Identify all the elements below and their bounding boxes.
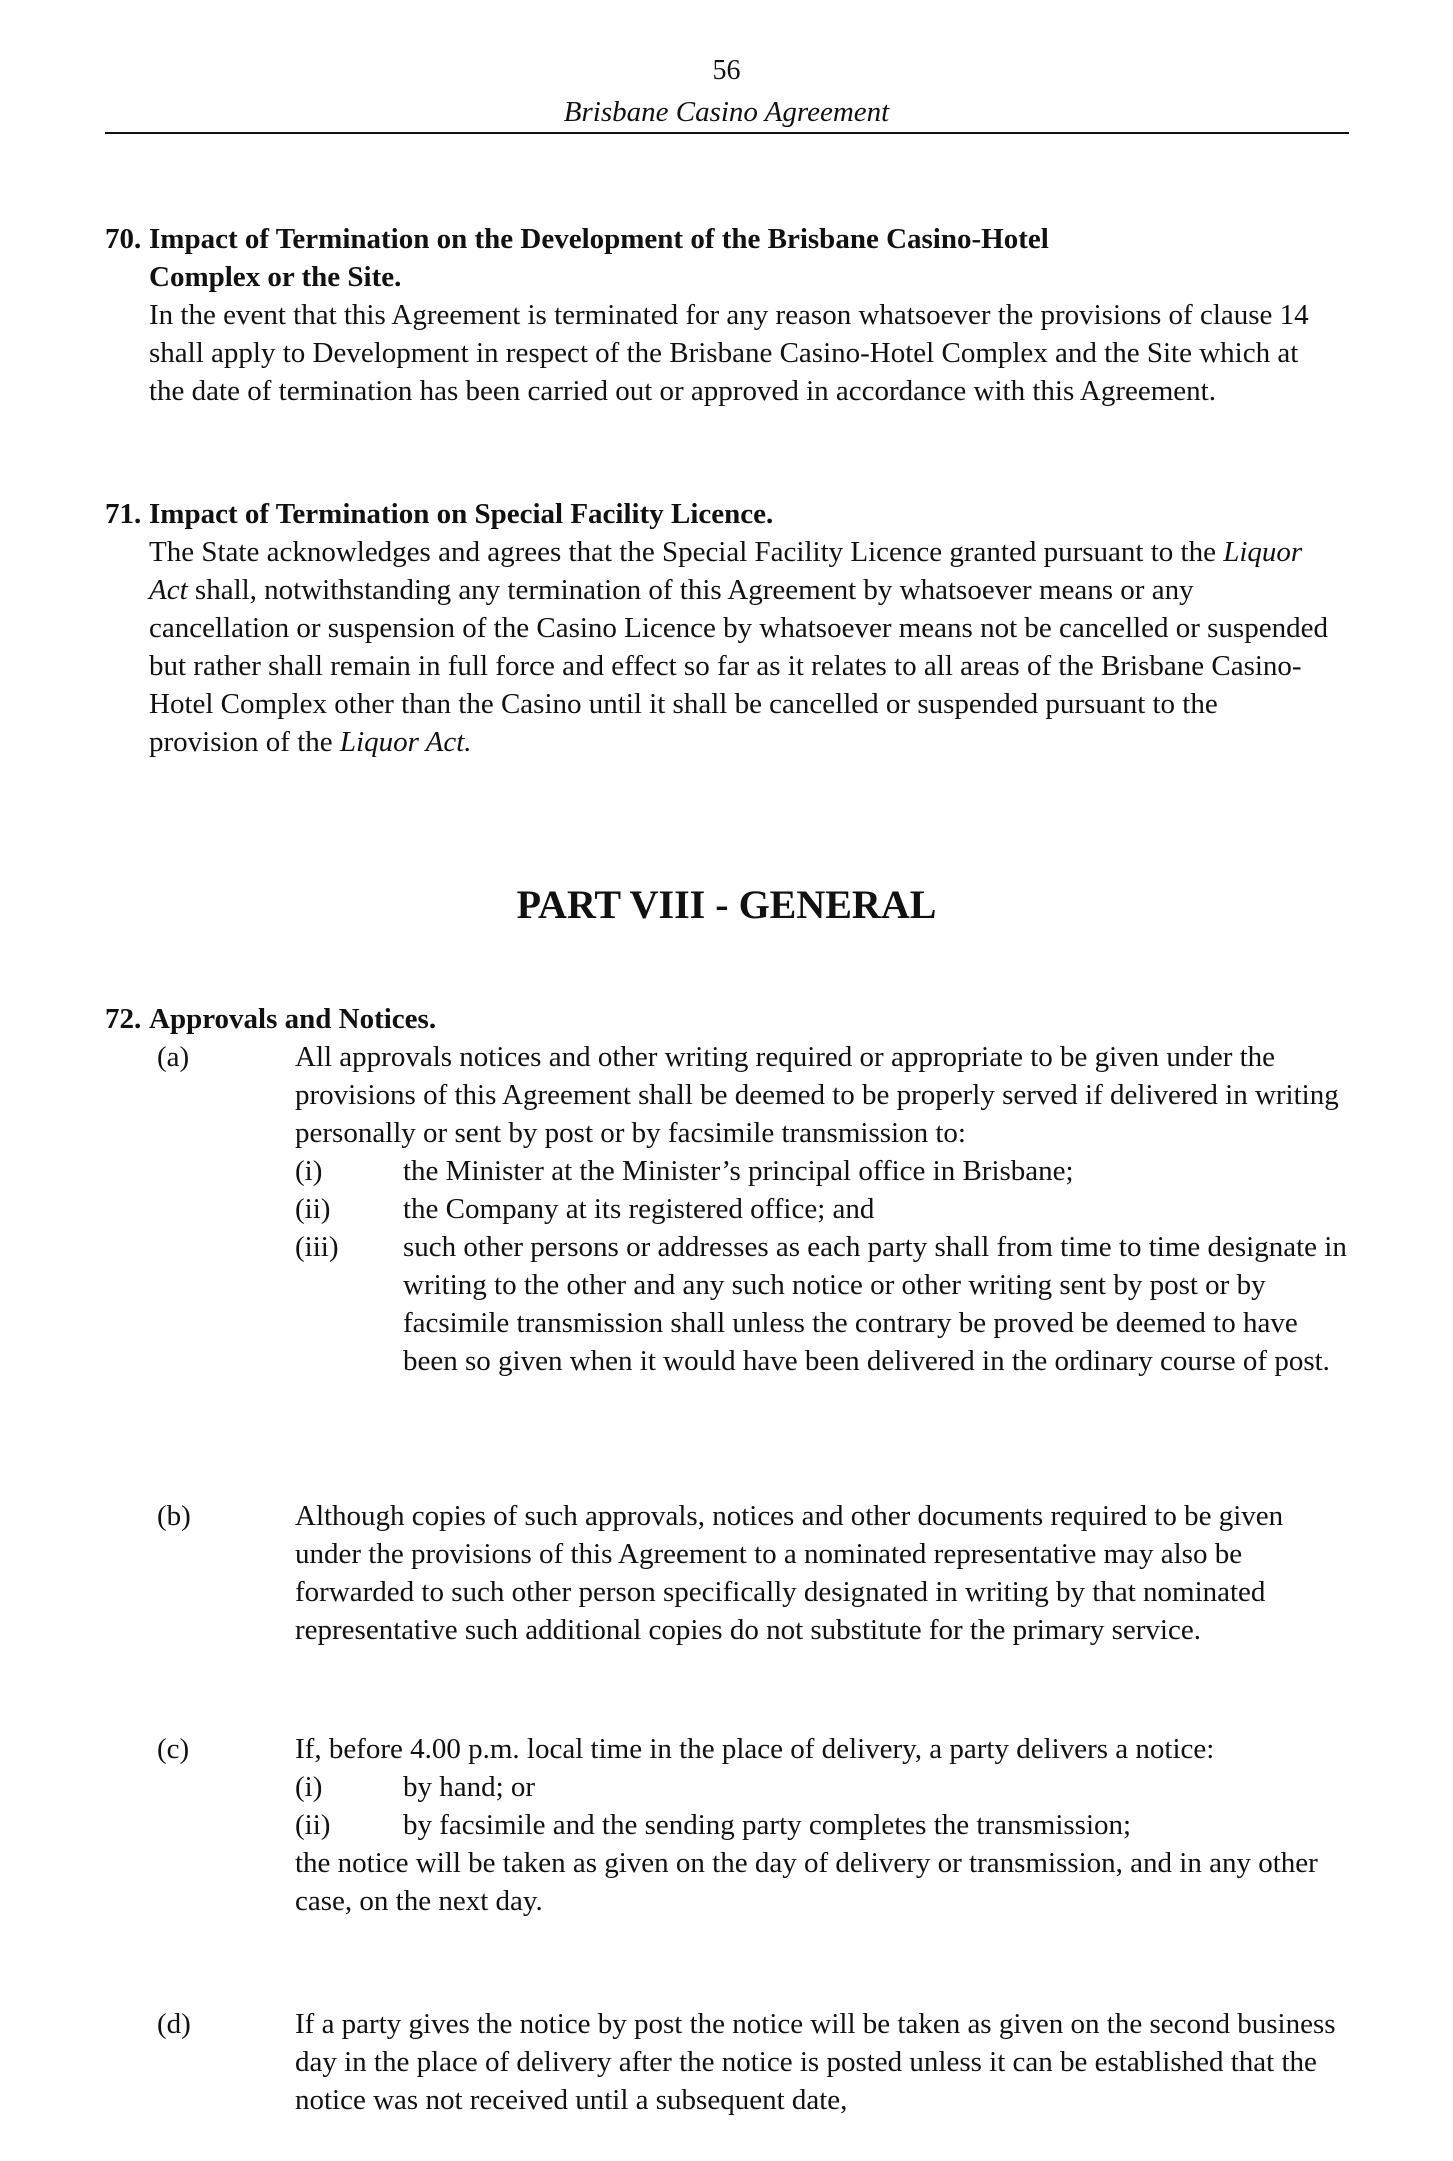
item-a-sub-i-label: (i) xyxy=(295,1155,323,1187)
item-a-label: (a) xyxy=(157,1041,190,1073)
clause-72-number: 72. xyxy=(105,1003,142,1035)
clause-70-body: In the event that this Agreement is terminated for any reason whatsoever the provisions of clause 14 shall apply to Development in respect of the Brisbane Casino-Hotel Complex and the Site which at the date of termination has been carried out or approved in accordance with this Agreement. xyxy=(149,299,1309,407)
item-c-sub-ii-label: (ii) xyxy=(295,1809,331,1841)
item-c-tail: the notice will be taken as given on the day of delivery or transmission, and in any other case, on the next day. xyxy=(295,1847,1318,1917)
clause-72-item-b xyxy=(157,1497,1347,1649)
item-c-sub-i-text: by hand; or xyxy=(403,1771,536,1803)
clause-71-liquor-act-ref-1: Liquor Act xyxy=(149,536,1303,606)
item-c-text: If, before 4.00 p.m. local time in the place of delivery, a party delivers a notice: xyxy=(295,1733,1215,1765)
item-a-text: All approvals notices and other writing required or appropriate to be given under the provisions of this Agreement shall be deemed to be properly served if delivered in writing personally or sent by post or by facsimile transmission to: xyxy=(295,1041,1339,1149)
clause-72-heading xyxy=(105,1000,1345,1038)
clause-71-heading xyxy=(105,495,1345,533)
clause-71-heading-text: Impact of Termination on Special Facility Licence. xyxy=(149,498,774,530)
clause-70-heading-line1: Impact of Termination on the Development of the Brisbane Casino-Hotel xyxy=(149,223,1049,255)
item-a-sub-iii-label: (iii) xyxy=(295,1231,339,1263)
clause-72-item-d xyxy=(157,2005,1347,2119)
clause-72-item-c xyxy=(157,1730,1347,1920)
clause-71-body-part1: The State acknowledges and agrees that the Special Facility Licence granted pursuant to the xyxy=(149,536,1224,568)
clause-70-heading xyxy=(105,220,1345,258)
clause-71-number: 71. xyxy=(105,498,142,530)
clause-72-heading-text: Approvals and Notices. xyxy=(149,1003,437,1035)
item-c-sub-ii-text: by facsimile and the sending party completes the transmission; xyxy=(403,1809,1132,1841)
clause-70 xyxy=(105,220,1345,410)
item-d-label: (d) xyxy=(157,2008,191,2040)
item-a-sub-iii-text: such other persons or addresses as each party shall from time to time designate in writing to the other and any such notice or other writing sent by post or by facsimile transmission shall unless the contrary be proved be deemed to have been so given when it would have been delivered in the ordinary course of post. xyxy=(403,1231,1347,1377)
clause-72-item-a xyxy=(157,1038,1347,1380)
clause-71-liquor-act-ref-2: Liquor Act. xyxy=(339,726,472,758)
item-a-sub-i-text: the Minister at the Minister’s principal office in Brisbane; xyxy=(403,1155,1074,1187)
part-heading: PART VIII - GENERAL xyxy=(516,882,937,927)
header-rule xyxy=(105,132,1349,134)
item-a-sub-iii xyxy=(295,1228,1347,1380)
item-b-text: Although copies of such approvals, notices and other documents required to be given under the provisions of this Agreement to a nominated representative may also be forwarded to such other person specifically designated in writing by that nominated representative such additional copies do not substitute for the primary service. xyxy=(295,1500,1284,1646)
clause-71-body xyxy=(105,533,1329,761)
item-a-sub-ii xyxy=(295,1190,1347,1228)
item-c-label: (c) xyxy=(157,1733,190,1765)
clause-70-number: 70. xyxy=(105,223,142,255)
running-title: Brisbane Casino Agreement xyxy=(563,96,890,128)
clause-71-body-part2: shall, notwithstanding any termination of this Agreement by whatsoever means or any cancellation or suspension of the Casino Licence by whatsoever means not be cancelled or suspended but rather shall remain in full force and effect so far as it relates to all areas of the Brisbane Casino-Hotel Complex other than the Casino until it shall be cancelled or suspended pursuant to the provision of the xyxy=(149,574,1328,758)
item-d-text: If a party gives the notice by post the notice will be taken as given on the second business day in the place of delivery after the notice is posted unless it can be established that the notice was not received until a subsequent date, xyxy=(295,2008,1336,2116)
item-a-sub-ii-label: (ii) xyxy=(295,1193,331,1225)
item-c-sub-ii xyxy=(295,1806,1347,1844)
clause-71 xyxy=(105,495,1345,761)
item-c-sub-i-label: (i) xyxy=(295,1771,323,1803)
item-b-label: (b) xyxy=(157,1500,191,1532)
page-number: 56 xyxy=(712,55,741,86)
item-a-sub-ii-text: the Company at its registered office; and xyxy=(403,1193,875,1225)
item-a-sub-i xyxy=(295,1152,1347,1190)
item-c-sub-i xyxy=(295,1768,1347,1806)
clause-70-heading-line2: Complex or the Site. xyxy=(149,261,402,293)
